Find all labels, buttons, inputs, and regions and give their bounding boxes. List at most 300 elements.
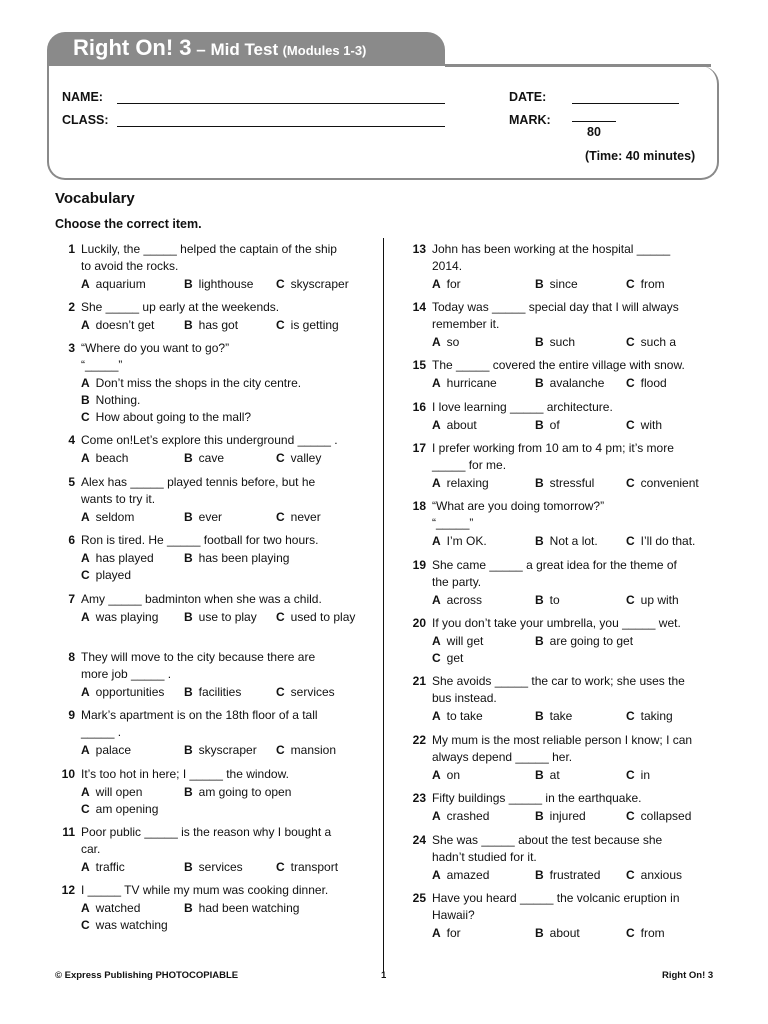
option-text: I’ll do that. <box>640 534 696 548</box>
name-field[interactable] <box>117 102 445 104</box>
option-text: valley <box>290 451 322 465</box>
answer-option-b[interactable] <box>184 784 291 801</box>
option-letter: C <box>626 534 635 548</box>
question-text: remember it. <box>432 317 500 331</box>
option-letter: C <box>276 743 285 757</box>
question-number: 12 <box>61 883 75 897</box>
question-text: Luckily, the _____ helped the captain of the ship <box>81 242 337 256</box>
option-text: Don’t miss the shops in the city centre. <box>95 376 302 390</box>
date-label: DATE: <box>509 90 547 104</box>
answer-option-c[interactable] <box>276 276 349 293</box>
answer-option-b[interactable] <box>184 509 222 526</box>
answer-option-c[interactable] <box>276 684 335 701</box>
option-text: across <box>446 593 483 607</box>
option-letter: A <box>432 534 441 548</box>
option-letter: B <box>184 451 193 465</box>
answer-option-c[interactable] <box>81 917 168 934</box>
answer-option-a[interactable] <box>432 633 483 650</box>
answer-option-a[interactable] <box>432 925 461 942</box>
answer-option-a[interactable] <box>81 276 146 293</box>
option-text: amazed <box>446 868 490 882</box>
option-text: am going to open <box>198 785 292 799</box>
answer-option-c[interactable] <box>626 334 676 351</box>
option-letter: A <box>432 593 441 607</box>
answer-option-b[interactable] <box>535 708 572 725</box>
question-number: 16 <box>412 400 426 414</box>
option-letter: C <box>626 476 635 490</box>
question-text: Hawaii? <box>432 908 475 922</box>
question-number: 6 <box>68 533 75 547</box>
question-number: 18 <box>412 499 426 513</box>
option-letter: C <box>626 768 635 782</box>
question-number: 15 <box>412 358 426 372</box>
answer-option-b[interactable] <box>184 276 253 293</box>
question-text: “Where do you want to go?” <box>81 341 230 355</box>
option-text: am opening <box>95 802 159 816</box>
question-text: Come on!Let’s explore this underground _____ . <box>81 433 338 447</box>
question-number: 3 <box>68 341 75 355</box>
answer-option-b[interactable] <box>184 859 243 876</box>
page-title <box>73 35 366 61</box>
option-text: such <box>549 335 576 349</box>
option-text: up with <box>640 593 679 607</box>
answer-option-a[interactable] <box>432 417 477 434</box>
question-text: If you don’t take your umbrella, you _____ wet. <box>432 616 681 630</box>
footer-page-number: 1 <box>381 970 387 981</box>
question-text: _____ . <box>81 725 122 739</box>
question-text: They will move to the city because there are <box>81 650 316 664</box>
answer-option-b[interactable] <box>184 742 257 759</box>
option-text: skyscraper <box>198 743 257 757</box>
question-number: 19 <box>412 558 426 572</box>
option-text: Nothing. <box>95 393 141 407</box>
answer-option-a[interactable] <box>81 550 154 567</box>
answer-option-b[interactable] <box>535 592 560 609</box>
question-number: 1 <box>68 242 75 256</box>
option-text: with <box>640 418 663 432</box>
option-text: How about going to the mall? <box>95 410 252 424</box>
option-text: so <box>446 335 460 349</box>
option-letter: B <box>184 610 193 624</box>
question-text: It’s too hot in here; I _____ the window. <box>81 767 289 781</box>
answer-option-a[interactable] <box>81 375 301 392</box>
option-letter: A <box>81 318 90 332</box>
question-text: She was _____ about the test because she <box>432 833 663 847</box>
option-text: collapsed <box>640 809 692 823</box>
option-letter: A <box>432 476 441 490</box>
footer-title: Right On! 3 <box>662 970 714 981</box>
question-text: “What are you doing tomorrow?” <box>432 499 605 513</box>
question-text: Mark’s apartment is on the 18th floor of a tall <box>81 708 318 722</box>
option-letter: A <box>81 860 90 874</box>
option-letter: A <box>81 510 90 524</box>
option-text: facilities <box>198 685 242 699</box>
answer-option-a[interactable] <box>81 317 154 334</box>
option-text: injured <box>549 809 586 823</box>
answer-option-c[interactable] <box>626 925 665 942</box>
option-letter: B <box>535 868 544 882</box>
option-letter: C <box>81 568 90 582</box>
answer-option-c[interactable] <box>432 650 463 667</box>
option-text: traffic <box>95 860 125 874</box>
option-letter: B <box>184 510 193 524</box>
option-letter: C <box>626 868 635 882</box>
question-number: 4 <box>68 433 75 447</box>
question-text: Ron is tired. He _____ football for two hours. <box>81 533 319 547</box>
answer-option-b[interactable] <box>81 392 140 409</box>
option-letter: C <box>432 651 441 665</box>
option-text: get <box>446 651 464 665</box>
option-text: about <box>446 418 477 432</box>
question-text: Fifty buildings _____ in the earthquake. <box>432 791 642 805</box>
option-text: beach <box>95 451 129 465</box>
option-text: Not a lot. <box>549 534 598 548</box>
answer-option-b[interactable] <box>535 925 580 942</box>
answer-option-c[interactable] <box>276 609 355 626</box>
option-text: will get <box>446 634 484 648</box>
answer-option-b[interactable] <box>535 375 604 392</box>
option-text: since <box>549 277 578 291</box>
class-field[interactable] <box>117 125 445 127</box>
option-text: frustrated <box>549 868 601 882</box>
option-text: anxious <box>640 868 683 882</box>
option-text: stressful <box>549 476 595 490</box>
question-text: She _____ up early at the weekends. <box>81 300 280 314</box>
question-text: Today was _____ special day that I will always <box>432 300 679 314</box>
option-letter: A <box>432 768 441 782</box>
answer-option-c[interactable] <box>626 375 667 392</box>
question-number: 5 <box>68 475 75 489</box>
option-text: doesn’t get <box>95 318 155 332</box>
answer-option-a[interactable] <box>81 859 125 876</box>
option-text: to <box>549 593 560 607</box>
option-text: has been playing <box>198 551 290 565</box>
answer-option-c[interactable] <box>276 509 321 526</box>
question-number: 2 <box>68 300 75 314</box>
answer-option-b[interactable] <box>184 609 257 626</box>
option-letter: B <box>535 476 544 490</box>
option-text: about <box>549 926 580 940</box>
option-letter: B <box>184 685 193 699</box>
class-label: CLASS: <box>62 113 109 127</box>
option-letter: A <box>81 743 90 757</box>
option-letter: B <box>535 593 544 607</box>
answer-option-b[interactable] <box>184 450 224 467</box>
answer-option-c[interactable] <box>626 767 650 784</box>
option-letter: A <box>81 451 90 465</box>
option-text: aquarium <box>95 277 146 291</box>
question-number: 21 <box>412 674 426 688</box>
option-text: flood <box>640 376 667 390</box>
option-letter: A <box>432 709 441 723</box>
answer-option-c[interactable] <box>626 708 673 725</box>
answer-option-c[interactable] <box>626 867 682 884</box>
option-letter: C <box>276 451 285 465</box>
question-number: 17 <box>412 441 426 455</box>
option-letter: C <box>626 418 635 432</box>
option-text: had been watching <box>198 901 300 915</box>
answer-option-a[interactable] <box>81 684 164 701</box>
answer-option-b[interactable] <box>184 900 299 917</box>
answer-option-c[interactable] <box>276 859 338 876</box>
option-text: taking <box>640 709 673 723</box>
answer-option-c[interactable] <box>276 742 336 759</box>
option-letter: C <box>626 926 635 940</box>
option-text: to take <box>446 709 483 723</box>
option-text: are going to get <box>549 634 634 648</box>
option-letter: C <box>276 510 285 524</box>
option-letter: C <box>626 335 635 349</box>
question-text: The _____ covered the entire village with snow. <box>432 358 685 372</box>
question-number: 23 <box>412 791 426 805</box>
footer-copyright: © Express Publishing PHOTOCOPIABLE <box>55 970 239 981</box>
option-letter: C <box>626 277 635 291</box>
option-letter: B <box>535 534 544 548</box>
option-letter: B <box>535 277 544 291</box>
answer-option-a[interactable] <box>81 784 142 801</box>
option-text: was watching <box>95 918 168 932</box>
question-text: John has been working at the hospital _____ <box>432 242 671 256</box>
name-label: NAME: <box>62 90 103 104</box>
answer-option-b[interactable] <box>535 767 560 784</box>
option-letter: B <box>535 709 544 723</box>
option-letter: C <box>626 809 635 823</box>
option-letter: C <box>276 610 285 624</box>
option-letter: B <box>535 768 544 782</box>
option-letter: B <box>535 418 544 432</box>
option-letter: B <box>184 901 193 915</box>
option-letter: A <box>432 634 441 648</box>
answer-option-a[interactable] <box>81 450 128 467</box>
option-letter: B <box>81 393 90 407</box>
question-number: 14 <box>412 300 426 314</box>
question-text: Poor public _____ is the reason why I bought a <box>81 825 332 839</box>
title-sub: – Mid Test <box>191 40 279 59</box>
option-letter: A <box>81 376 90 390</box>
option-text: convenient <box>640 476 699 490</box>
option-letter: A <box>81 610 90 624</box>
option-letter: A <box>432 809 441 823</box>
option-text: of <box>549 418 560 432</box>
option-text: seldom <box>95 510 135 524</box>
option-letter: C <box>276 685 285 699</box>
section-title: Vocabulary <box>55 190 135 207</box>
option-text: opportunities <box>95 685 165 699</box>
option-letter: B <box>184 860 193 874</box>
answer-option-c[interactable] <box>626 533 695 550</box>
option-letter: C <box>81 918 90 932</box>
option-letter: B <box>535 634 544 648</box>
option-text: has got <box>198 318 239 332</box>
answer-option-a[interactable] <box>432 808 489 825</box>
option-text: in <box>640 768 651 782</box>
question-number: 22 <box>412 733 426 747</box>
question-text: My mum is the most reliable person I know; I can <box>432 733 693 747</box>
question-text: wants to try it. <box>81 492 156 506</box>
answer-option-a[interactable] <box>432 867 489 884</box>
option-letter: A <box>81 785 90 799</box>
answer-option-b[interactable] <box>535 475 594 492</box>
question-text: “_____” <box>432 516 474 530</box>
option-text: transport <box>290 860 339 874</box>
answer-option-c[interactable] <box>276 450 321 467</box>
option-letter: A <box>432 418 441 432</box>
mark-label: MARK: <box>509 113 551 127</box>
question-number: 8 <box>68 650 75 664</box>
question-text: “_____” <box>81 358 123 372</box>
option-text: has played <box>95 551 154 565</box>
answer-option-c[interactable] <box>626 475 699 492</box>
answer-option-a[interactable] <box>432 276 461 293</box>
option-text: never <box>290 510 321 524</box>
question-number: 11 <box>62 825 75 839</box>
question-text: Alex has _____ played tennis before, but he <box>81 475 316 489</box>
option-text: relaxing <box>446 476 489 490</box>
option-letter: C <box>626 376 635 390</box>
option-text: lighthouse <box>198 277 254 291</box>
option-letter: A <box>81 901 90 915</box>
answer-option-a[interactable] <box>432 334 459 351</box>
option-text: mansion <box>290 743 337 757</box>
option-letter: B <box>535 809 544 823</box>
date-field[interactable] <box>572 102 679 104</box>
option-letter: C <box>81 410 90 424</box>
question-text: more job _____ . <box>81 667 172 681</box>
answer-option-a[interactable] <box>81 609 158 626</box>
option-text: for <box>446 277 461 291</box>
option-text: hurricane <box>446 376 497 390</box>
option-letter: B <box>535 926 544 940</box>
answer-option-a[interactable] <box>432 475 489 492</box>
answer-option-a[interactable] <box>81 742 131 759</box>
mark-field[interactable] <box>572 120 616 122</box>
question-text: always depend _____ her. <box>432 750 573 764</box>
answer-option-a[interactable] <box>432 375 497 392</box>
question-text: to avoid the rocks. <box>81 259 179 273</box>
time-limit: (Time: 40 minutes) <box>585 149 696 163</box>
question-text: hadn’t studied for it. <box>432 850 537 864</box>
option-text: I’m OK. <box>446 534 487 548</box>
option-text: skyscraper <box>290 277 349 291</box>
option-letter: C <box>626 709 635 723</box>
answer-option-b[interactable] <box>535 533 598 550</box>
question-number: 25 <box>412 891 426 905</box>
question-number: 9 <box>68 708 75 722</box>
option-text: will open <box>95 785 143 799</box>
title-modules: (Modules 1-3) <box>282 43 367 58</box>
option-text: services <box>198 860 243 874</box>
option-letter: C <box>276 860 285 874</box>
question-text: I prefer working from 10 am to 4 pm; it’s more <box>432 441 674 455</box>
answer-option-a[interactable] <box>81 509 134 526</box>
answer-option-c[interactable] <box>626 808 691 825</box>
answer-option-b[interactable] <box>535 417 560 434</box>
answer-option-c[interactable] <box>626 417 662 434</box>
question-text: I _____ TV while my mum was cooking dinner. <box>81 883 329 897</box>
answer-option-a[interactable] <box>432 533 487 550</box>
option-text: such a <box>640 335 677 349</box>
option-text: crashed <box>446 809 490 823</box>
option-letter: C <box>626 593 635 607</box>
title-main: Right On! 3 <box>73 35 192 60</box>
option-text: cave <box>198 451 225 465</box>
option-text: ever <box>198 510 223 524</box>
option-text: played <box>95 568 132 582</box>
answer-option-c[interactable] <box>626 276 665 293</box>
question-text: bus instead. <box>432 691 497 705</box>
option-letter: B <box>184 743 193 757</box>
answer-option-a[interactable] <box>432 708 483 725</box>
option-letter: A <box>81 685 90 699</box>
answer-option-c[interactable] <box>276 317 339 334</box>
mark-total: 80 <box>587 125 601 139</box>
question-text: I love learning _____ architecture. <box>432 400 613 414</box>
option-text: take <box>549 709 573 723</box>
question-number: 20 <box>412 616 426 630</box>
option-text: is getting <box>290 318 339 332</box>
question-number: 24 <box>412 833 426 847</box>
option-letter: C <box>276 277 285 291</box>
option-text: avalanche <box>549 376 605 390</box>
answer-option-a[interactable] <box>81 900 140 917</box>
question-text: She came _____ a great idea for the theme of <box>432 558 677 572</box>
option-letter: A <box>432 926 441 940</box>
option-text: services <box>290 685 335 699</box>
question-text: She avoids _____ the car to work; she uses the <box>432 674 685 688</box>
instruction: Choose the correct item. <box>55 217 202 231</box>
answer-option-b[interactable] <box>535 867 600 884</box>
answer-option-c[interactable] <box>81 801 158 818</box>
answer-option-b[interactable] <box>535 334 575 351</box>
answer-option-c[interactable] <box>81 567 131 584</box>
answer-option-c[interactable] <box>81 409 251 426</box>
option-text: used to play <box>290 610 356 624</box>
column-divider <box>383 238 384 973</box>
answer-option-b[interactable] <box>184 684 241 701</box>
answer-option-a[interactable] <box>432 767 460 784</box>
option-text: for <box>446 926 461 940</box>
question-text: Amy _____ badminton when she was a child. <box>81 592 322 606</box>
option-text: palace <box>95 743 132 757</box>
question-number: 10 <box>61 767 75 781</box>
question-text: _____ for me. <box>432 458 507 472</box>
option-letter: B <box>184 277 193 291</box>
option-text: was playing <box>95 610 159 624</box>
question-number: 13 <box>412 242 426 256</box>
option-letter: A <box>432 868 441 882</box>
question-text: Have you heard _____ the volcanic eruption in <box>432 891 680 905</box>
answer-option-b[interactable] <box>184 550 289 567</box>
question-number: 7 <box>68 592 75 606</box>
question-text: the party. <box>432 575 482 589</box>
option-letter: B <box>535 376 544 390</box>
answer-option-a[interactable] <box>432 592 482 609</box>
option-letter: A <box>432 376 441 390</box>
option-letter: A <box>432 277 441 291</box>
answer-option-b[interactable] <box>535 808 586 825</box>
answer-option-b[interactable] <box>184 317 238 334</box>
answer-option-b[interactable] <box>535 633 633 650</box>
question-text: car. <box>81 842 101 856</box>
option-text: from <box>640 926 665 940</box>
question-text: 2014. <box>432 259 463 273</box>
answer-option-c[interactable] <box>626 592 679 609</box>
option-letter: A <box>81 277 90 291</box>
answer-option-b[interactable] <box>535 276 578 293</box>
option-text: use to play <box>198 610 257 624</box>
option-letter: A <box>432 335 441 349</box>
option-letter: B <box>184 318 193 332</box>
